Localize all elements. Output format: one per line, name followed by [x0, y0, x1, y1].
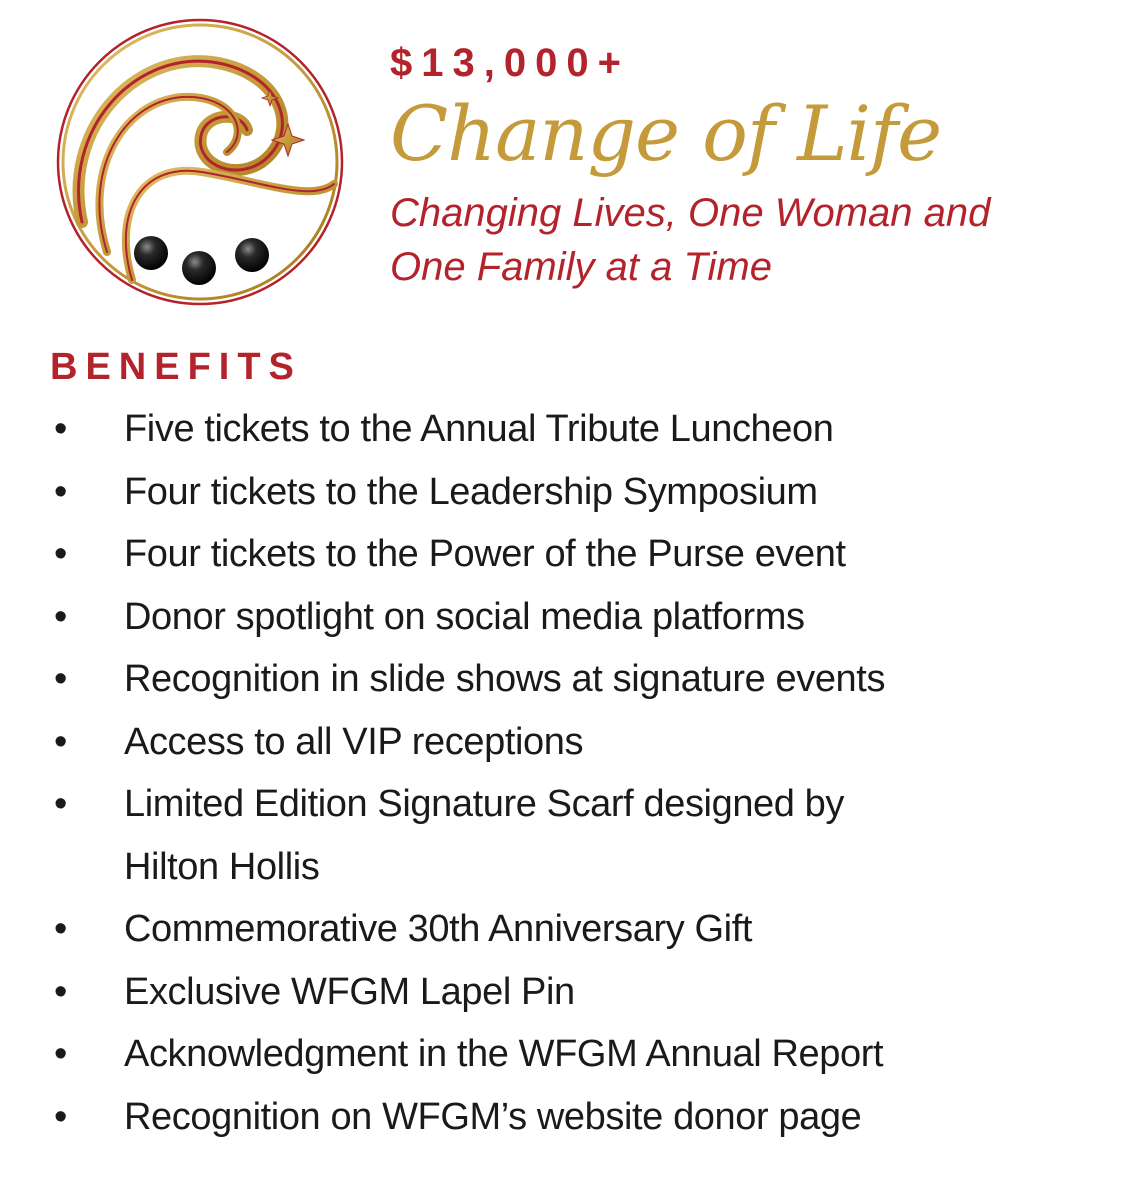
benefit-item: [50, 1086, 1110, 1149]
swirl-band-outer: [79, 61, 283, 222]
bullet-icon: •: [54, 1095, 68, 1138]
level-tagline: Changing Lives, One Woman and One Family at a Time: [390, 191, 991, 289]
benefit-item: [50, 523, 1110, 586]
bullet-icon: •: [54, 408, 68, 450]
benefit-text: Acknowledgment in the WFGM Annual Report: [124, 1033, 884, 1075]
swirl-line-outer: [79, 61, 283, 222]
pearl-right-icon: [235, 238, 269, 272]
benefit-text: Commemorative 30th Anniversary Gift: [124, 908, 753, 950]
benefit-item: [50, 586, 1110, 649]
bullet-icon: •: [54, 658, 68, 700]
benefit-text: Donor spotlight on social media platforms: [124, 595, 805, 638]
bullet-icon: •: [54, 783, 68, 825]
bullet-icon: •: [54, 908, 68, 950]
benefit-text: Access to all VIP receptions: [124, 720, 584, 763]
pearl-left-icon: [134, 236, 168, 270]
benefit-text: Four tickets to the Power of the Purse event: [124, 533, 846, 575]
bullet-icon: •: [54, 720, 68, 763]
benefit-item: [50, 711, 1110, 774]
benefit-text: Five tickets to the Annual Tribute Luncheon: [124, 408, 834, 450]
bullet-icon: •: [54, 595, 68, 638]
benefit-text: Limited Edition Signature Scarf designed by Hilton Hollis: [124, 783, 845, 888]
pearl-middle-icon: [182, 251, 216, 285]
benefit-text: Recognition on WFGM’s website donor page: [124, 1095, 862, 1138]
logo-graphic: [52, 12, 352, 312]
benefit-item: [50, 398, 1110, 461]
benefit-text: Four tickets to the Leadership Symposium: [124, 470, 818, 513]
donation-amount: $13,000+: [390, 41, 630, 85]
bullet-icon: •: [54, 533, 68, 575]
benefit-item: [50, 648, 1110, 711]
benefit-item: [50, 461, 1110, 524]
benefit-item: [50, 961, 1110, 1024]
bullet-icon: •: [54, 470, 68, 513]
benefits-heading: BENEFITS: [50, 346, 302, 388]
benefits-list: [50, 398, 1110, 1148]
benefit-item: [50, 773, 1110, 898]
bullet-icon: •: [54, 1033, 68, 1075]
level-title: Change of Life: [390, 89, 942, 178]
benefit-text: Exclusive WFGM Lapel Pin: [124, 970, 575, 1013]
benefit-item: [50, 1023, 1110, 1086]
benefit-text: Recognition in slide shows at signature events: [124, 658, 886, 700]
swirl-pearls-logo-icon: [52, 12, 352, 312]
level-header: [390, 38, 1110, 294]
benefit-item: [50, 898, 1110, 961]
bullet-icon: •: [54, 970, 68, 1013]
